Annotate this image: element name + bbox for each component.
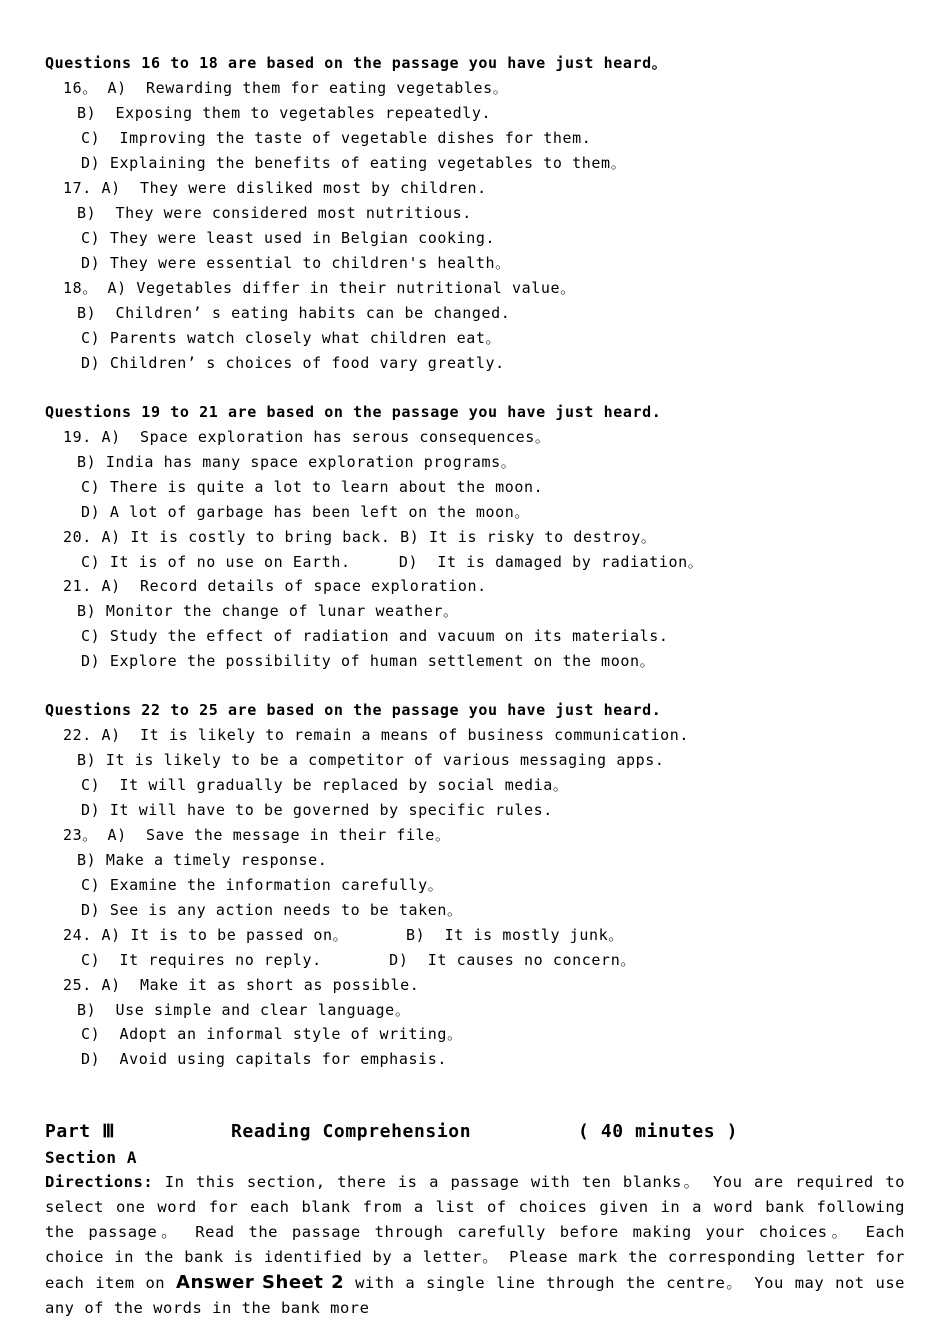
option-line: C) It requires no reply. D) It causes no concern。 (81, 951, 636, 969)
question-line: 25. A) Make it as short as possible. (63, 976, 420, 994)
option-line: C) Examine the information carefully。 (81, 876, 444, 894)
option-line: C) It will gradually be replaced by social media。 (81, 776, 569, 794)
part-number: Part Ⅲ (45, 1121, 116, 1142)
question-line: 20. A) It is costly to bring back. B) It is risky to destroy。 (63, 528, 657, 546)
question-line: 21. A) Record details of space exploration. (63, 577, 487, 595)
part-title: Reading Comprehension (231, 1121, 472, 1142)
question-line: 24. A) It is to be passed on。 B) It is mostly junk。 (63, 926, 624, 944)
question-line: 18。 A) Vegetables differ in their nutritional value。 (63, 279, 576, 297)
option-line: B) Exposing them to vegetables repeatedly. (77, 104, 492, 122)
option-line: D) Children’ s choices of food vary greatly. (81, 354, 505, 372)
directions-text-cont: with a single line through the centre。 You may not use any of the words in the bank more (45, 1274, 905, 1317)
option-line: B) Children’ s eating habits can be changed. (77, 304, 511, 322)
question-line: 19. A) Space exploration has serous consequences。 (63, 428, 551, 446)
directions-text: In this section, there is a passage with ten blanks。 You are required to select one word for each blank from a list of choices given in a word bank following the passage。 Read the passage through carefully before making your choices。 Each choice in the bank is identified by a letter。 Please mark the corresponding letter for each item on (45, 1173, 905, 1292)
option-line: D) Explore the possibility of human settlement on the moon。 (81, 652, 656, 670)
directions-paragraph (45, 1170, 905, 1321)
question-line: 16。 A) Rewarding them for eating vegetables。 (63, 79, 509, 97)
option-line: B) Monitor the change of lunar weather。 (77, 602, 459, 620)
option-line: D) See is any action needs to be taken。 (81, 901, 463, 919)
option-line: B) India has many space exploration programs。 (77, 453, 517, 471)
option-line: B) It is likely to be a competitor of various messaging apps. (77, 751, 665, 769)
option-line: C) It is of no use on Earth. D) It is damaged by radiation。 (81, 553, 704, 571)
answer-sheet-ref: Answer Sheet 2 (176, 1272, 345, 1293)
option-line: D) It will have to be governed by specific rules. (81, 801, 553, 819)
option-line: B) They were considered most nutritious. (77, 204, 472, 222)
group-header: Questions 22 to 25 are based on the passage you have just heard. (45, 701, 662, 719)
option-line: C) There is quite a lot to learn about the moon. (81, 478, 544, 496)
group-header: Questions 16 to 18 are based on the passage you have just heard。 (45, 54, 668, 72)
question-line: 22. A) It is likely to remain a means of business communication. (63, 726, 689, 744)
section-title: Section A (45, 1148, 138, 1167)
option-line: C) Improving the taste of vegetable dishes for them. (81, 129, 592, 147)
option-line: C) They were least used in Belgian cooking. (81, 229, 496, 247)
question-line: 23。 A) Save the message in their file。 (63, 826, 451, 844)
option-line: B) Make a timely response. (77, 851, 328, 869)
option-line: D) A lot of garbage has been left on the moon。 (81, 503, 530, 521)
option-line: D) Explaining the benefits of eating vegetables to them。 (81, 154, 627, 172)
part-time: ( 40 minutes ) (578, 1121, 739, 1142)
directions-label: Directions: (45, 1173, 154, 1191)
question-line: 17. A) They were disliked most by children. (63, 179, 487, 197)
option-line: C) Adopt an informal style of writing。 (81, 1025, 463, 1043)
option-line: B) Use simple and clear language。 (77, 1001, 411, 1019)
option-line: C) Parents watch closely what children eat。 (81, 329, 502, 347)
option-line: D) Avoid using capitals for emphasis. (81, 1050, 447, 1068)
group-header: Questions 19 to 21 are based on the passage you have just heard. (45, 403, 662, 421)
option-line: D) They were essential to children's health。 (81, 254, 511, 272)
option-line: C) Study the effect of radiation and vacuum on its materials. (81, 627, 669, 645)
